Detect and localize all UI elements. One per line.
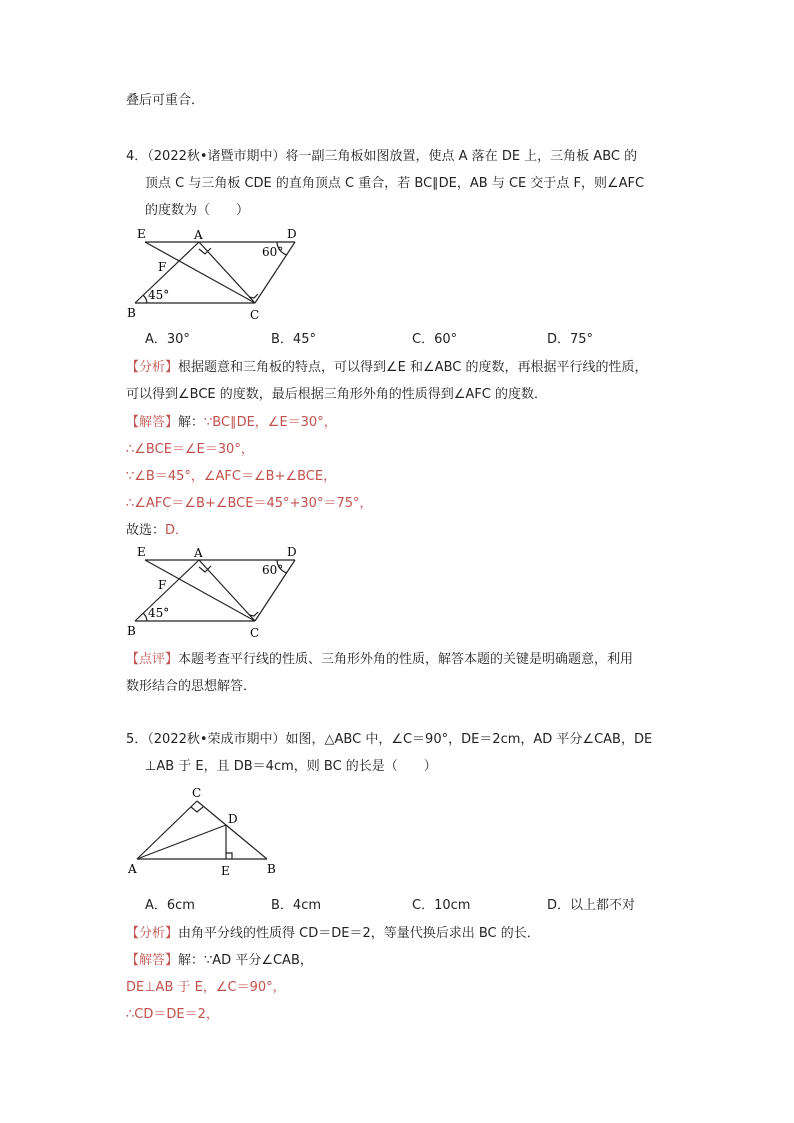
q5-label-E: E (221, 864, 230, 878)
top-line: 叠后可重合． (126, 93, 205, 108)
q4-solution-head: 【解答】解：∵BC∥DE，∠E＝30°， (126, 415, 337, 430)
svg-text:A: A (194, 546, 203, 560)
q4-solution-line3: ∵∠B＝45°，∠AFC＝∠B+∠BCE， (126, 469, 337, 484)
q5-stem-line2: ⊥AB 于 E，且 DB＝4cm，则 BC 的长是（ ） (145, 759, 437, 774)
svg-text:F: F (158, 578, 167, 592)
svg-text:B: B (127, 624, 136, 638)
q4-label-F: F (158, 260, 167, 274)
q5-label-A: A (128, 862, 137, 876)
q5-solution-line2: ∴CD＝DE＝2， (126, 1007, 219, 1022)
q4-option-a: A．30° (145, 332, 190, 347)
q4-label-B: B (127, 306, 136, 320)
q4-option-d: D．75° (547, 332, 594, 347)
q5-solution-line1: DE⊥AB 于 E，∠C＝90°， (126, 980, 286, 995)
q4-stem-line3: 的度数为（ ） (145, 203, 250, 218)
q4-analysis-line2: 可以得到∠BCE 的度数，最后根据三角形外角的性质得到∠AFC 的度数． (126, 387, 548, 402)
svg-text:45°: 45° (148, 606, 170, 620)
q4-stem-line1: 4．（2022秋•诸暨市期中）将一副三角板如图放置，使点 A 落在 DE 上，三角板 ABC 的 (126, 149, 638, 164)
q4-label-E: E (137, 227, 146, 241)
q5-option-d: D．以上都不对 (547, 898, 636, 913)
q4-stem-line2: 顶点 C 与三角板 CDE 的直角顶点 C 重合，若 BC∥DE，AB 与 CE 交于点 F，则∠AFC (145, 176, 645, 191)
q4-label-C: C (250, 308, 260, 322)
q4-option-c: C．60° (412, 332, 458, 347)
svg-text:E: E (137, 545, 146, 559)
q4-label-45: 45° (148, 288, 170, 302)
q4-option-b: B．45° (271, 332, 316, 347)
analysis-tag: 【分析】 (126, 360, 179, 375)
q4-solution-line4: ∴∠AFC＝∠B+∠BCE＝45°+30°＝75°， (126, 496, 373, 511)
q4-label-D: D (287, 227, 297, 241)
q5-analysis-line1: 【分析】由角平分线的性质得 CD＝DE＝2，等量代换后求出 BC 的长． (126, 926, 540, 941)
q5-label-C: C (192, 786, 202, 800)
q4-label-60: 60° (262, 245, 284, 259)
q5-solution-head: 【解答】解：∵AD 平分∠CAB， (126, 953, 313, 968)
q4-label-A: A (194, 228, 203, 242)
q4-solution-line2: ∴∠BCE＝∠E＝30°， (126, 442, 254, 457)
svg-text:D: D (287, 545, 297, 559)
solution-tag: 【解答】 (126, 415, 179, 430)
q5-label-B: B (267, 862, 276, 876)
svg-text:60°: 60° (262, 563, 284, 577)
q5-figure (125, 783, 285, 883)
comment-tag: 【点评】 (126, 652, 179, 667)
q5-option-a: A．6cm (145, 898, 195, 913)
q4-solution-figure (125, 543, 305, 643)
q4-comment-line2: 数形结合的思想解答． (126, 679, 257, 694)
q5-option-c: C．10cm (412, 898, 471, 913)
q4-comment-line1: 【点评】本题考查平行线的性质、三角形外角的性质，解答本题的关键是明确题意，利用 (126, 652, 634, 667)
q4-analysis-line1: 【分析】根据题意和三角板的特点，可以得到∠E 和∠ABC 的度数，再根据平行线的性质， (126, 360, 648, 375)
q5-label-D: D (228, 812, 238, 826)
svg-text:C: C (250, 626, 260, 640)
q4-choose: 故选：D． (126, 523, 189, 538)
q5-stem-line1: 5．（2022秋•荣成市期中）如图，△ABC 中，∠C＝90°，DE＝2cm，AD 平分∠CAB，DE (126, 732, 653, 747)
q4-figure (125, 225, 305, 325)
q5-option-b: B．4cm (271, 898, 322, 913)
